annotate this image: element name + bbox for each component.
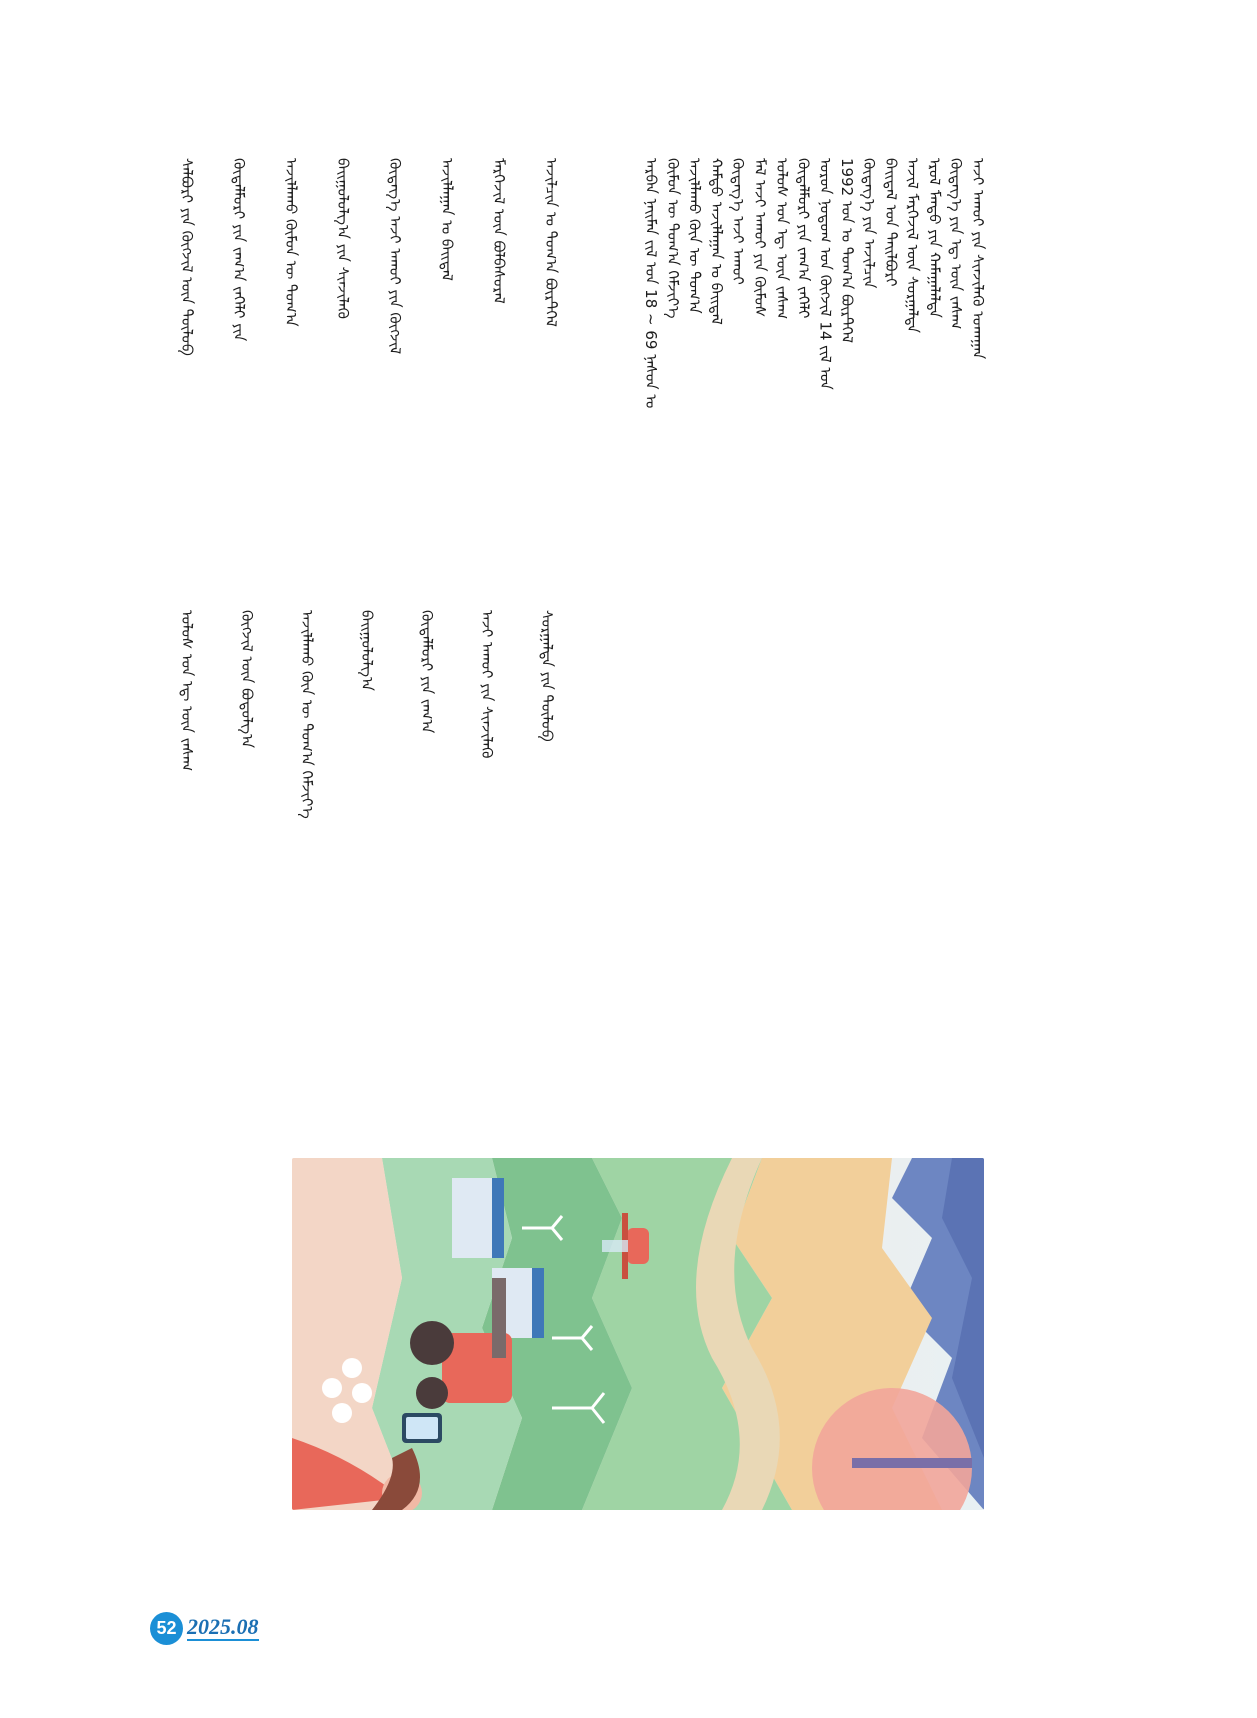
text-column: ᠬᠥᠭᠵᠢᠯ ᠦᠨ ᠪᠣᠳᠣᠯᠭ᠎ᠠ [238,610,256,749]
text-column: ᠤᠯᠤᠰ ᠤᠨ ᠡᠳ᠋ ᠦᠨ ᠵᠠᠰᠠᠭ [178,610,196,772]
text-column: ᠡᠷᠦᠯ ᠮᠡᠨᠳᠦ ᠶᠢᠨ ᠬᠠᠮᠠᠭᠠᠯᠠᠯᠲᠠ [925,158,944,318]
article-text-left-lower [172,610,592,1040]
text-column: ᠬᠦᠳᠡᠯᠮᠦᠷᠢ ᠶᠢᠨ ᠵᠠᠬ᠎ᠠ [418,610,436,734]
text-column: ᠠᠵᠢᠯᠯᠠᠬᠤ ᠬᠦᠮᠦᠨ ᠦ ᠲᠣᠭ᠎ᠠ [282,158,300,327]
article-text-left [172,158,592,596]
barn-1-roof [532,1268,544,1338]
text-column: ᠠᠵᠢᠯ ᠮᠡᠷᠭᠡᠵᠢᠯ ᠦᠨ ᠰᠤᠷᠭᠠᠯᠲᠠ [903,158,922,334]
text-column: ᠠᠵᠢᠯᠯᠠᠬᠤ ᠬᠦᠨ ᠦ ᠲᠣᠭ᠎ᠠ [685,158,704,314]
text-column: ᠣᠷᠣᠨ ᠨᠤᠲᠤᠭ ᠤᠨ ᠬᠥᠭᠵᠢᠯ 14 ᠵᠢᠯ ᠤᠨ [816,158,835,390]
text-column: ᠬᠦᠮᠦᠨ ᠦ ᠲᠣᠭ᠎ᠠ ᠬᠡᠮᠵᠢᠶ᠎ᠡ [663,158,682,319]
barn-2 [452,1178,492,1258]
text-column: ᠰᠠᠯᠪᠤᠷᠢ ᠶᠢᠨ ᠬᠥᠭᠵᠢᠯ ᠦᠨ ᠲᠥᠯᠦᠪ [178,158,196,356]
page-number: 52 [150,1612,183,1645]
text-column: ᠠᠵᠢᠯᠴᠢᠨ ᠤ ᠲᠣᠭ᠎ᠠ ᠪᠦᠷᠲᠭᠡᠯ [542,158,560,327]
farm-landscape-illustration [292,1158,984,1510]
text-column: ᠠᠷᠪᠠᠨ ᠨᠠᠢᠮᠠᠨ ᠵᠢᠯ ᠤᠨ 18 ~ 69 ᠨᠠᠰᠤᠨ ᠤ [642,158,660,409]
text-column: ᠤᠯᠤᠰ ᠤᠨ ᠡᠳ᠋ ᠦᠨ ᠵᠠᠰᠠᠭ [772,158,791,320]
text-column: ᠰᠤᠷᠭᠠᠯᠲᠠ ᠶᠢᠨ ᠲᠥᠯᠦᠪ [538,610,556,742]
text-column: ᠪᠠᠢᠭᠤᠯᠤᠯᠭ᠎ᠠ [358,610,376,691]
text-column: ᠪᠠᠢᠭᠤᠯᠤᠯᠭ᠎ᠠ ᠶᠢᠨ ᠰᠢᠨᠵᠢᠯᠡᠬᠦ [334,158,352,319]
text-column: ᠪᠠᠢᠳᠠᠯ ᠤᠨ ᠲᠠᠢᠯᠪᠤᠷᠢ [881,158,900,287]
barn-2-roof [492,1178,504,1258]
text-column: ᠠᠵᠢᠯᠯᠠᠬᠤ ᠬᠦᠨ ᠦ ᠲᠣᠭ᠎ᠠ ᠬᠡᠮᠵᠢᠶ᠎ᠡ [298,610,316,819]
text-column: ᠬᠠᠮᠲᠤ ᠠᠵᠢᠯᠯᠠᠭᠠᠨ ᠤ ᠪᠠᠢᠳᠠᠯ [707,158,726,325]
text-column: 1992 ᠣᠨ ᠤ ᠲᠣᠭ᠎ᠠ ᠪᠦᠷᠲᠭᠡᠯ [838,158,857,344]
text-column: ᠠᠵᠢ ᠠᠬᠤᠢ ᠶᠢᠨ ᠰᠢᠨᠵᠢᠯᠡᠬᠦ [478,610,496,759]
page-footer [150,1613,259,1643]
issue-date: 2025.08 [187,1614,259,1639]
article-text-right [636,158,986,1128]
text-column: ᠬᠦᠳᠡᠯᠮᠦᠷᠢ ᠶᠢᠨ ᠵᠠᠬ᠎ᠠ ᠵᠡᠭᠡᠯᠢ [794,158,813,319]
text-column: ᠮᠠᠯ ᠠᠵᠢ ᠠᠬᠤᠢ ᠶᠢᠨ ᠬᠦᠮᠦᠰ [751,158,769,318]
illustration-svg [292,1158,984,1510]
text-column: ᠬᠥᠳᠡᠭ᠎ᠡ ᠶᠢᠨ ᠡᠳ᠋ ᠦᠨ ᠵᠠᠰᠠᠭ [947,158,966,330]
text-column: ᠠᠵᠢᠯᠯᠠᠭᠠᠨ ᠤ ᠪᠠᠢᠳᠠᠯ [438,158,456,281]
text-column: ᠠᠵᠢ ᠠᠬᠤᠢ ᠶᠢᠨ ᠰᠢᠨᠵᠢᠯᠡᠬᠦ ᠤᠬᠠᠭᠠᠨ [969,158,987,360]
text-column: ᠬᠥᠳᠡᠭ᠎ᠡ ᠠᠵᠢ ᠠᠬᠤᠢ ᠶᠢᠨ ᠬᠥᠭᠵᠢᠯ [386,158,404,355]
text-column: ᠬᠥᠳᠡᠭ᠎ᠡ ᠶᠢᠨ ᠠᠵᠢᠯᠴᠢᠨ [860,158,878,289]
text-column: ᠬᠥᠳᠡᠯᠮᠦᠷᠢ ᠶᠢᠨ ᠵᠠᠬ᠎ᠠ ᠵᠡᠭᠡᠯᠢ ᠶᠢᠨ [230,158,248,342]
text-column: ᠮᠡᠷᠭᠡᠵᠢᠯ ᠦᠨ ᠪᠣᠯᠪᠠᠰᠤᠷᠠᠯ [490,158,508,304]
text-column: ᠬᠥᠳᠡᠭ᠎ᠡ ᠠᠵᠢ ᠠᠬᠤᠢ [729,158,748,285]
tree-trunk [852,1458,972,1468]
